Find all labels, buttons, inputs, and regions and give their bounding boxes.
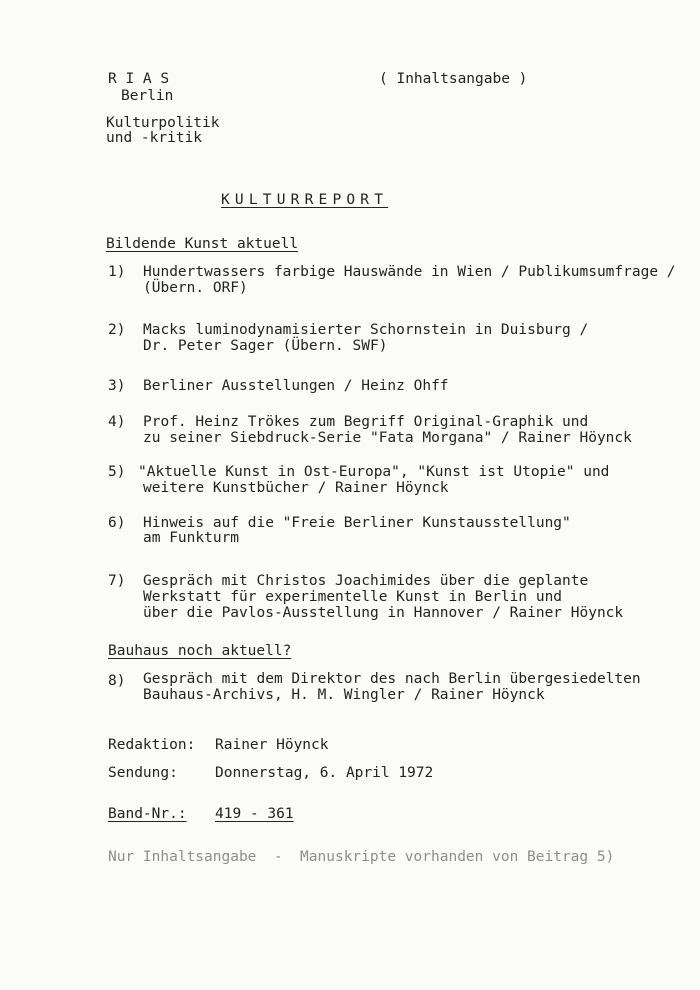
item-line: Hundertwassers farbige Hauswände in Wien / Publikumsumfrage / [143,264,676,280]
item-line: über die Pavlos-Ausstellung in Hannover / Rainer Höynck [143,605,624,621]
department-line-2: und -kritik [106,130,203,146]
item-number: 2) [108,322,126,338]
org-name: R I A S [108,71,170,87]
item-number: 8) [108,673,126,689]
sendung-label: Sendung: [108,765,178,781]
redaktion-value: Rainer Höynck [215,737,329,753]
item-line: Gespräch mit dem Direktor des nach Berlin übergesiedelten [143,671,641,687]
item-number: 4) [108,414,126,430]
item-number: 3) [108,378,126,394]
footer-note: Nur Inhaltsangabe - Manuskripte vorhanden von Beitrag 5) [108,849,615,865]
item-number: 1) [108,264,126,280]
item-line: Prof. Heinz Trökes zum Begriff Original-Graphik und [143,414,589,430]
document-title: KULTURREPORT [221,192,389,208]
department-line-1: Kulturpolitik [106,115,220,131]
section-heading: Bauhaus noch aktuell? [108,643,292,659]
item-number: 6) [108,515,126,531]
item-line: Macks luminodynamisierter Schornstein in Duisburg / [143,322,589,338]
item-line: weitere Kunstbücher / Rainer Höynck [143,480,449,496]
item-number: 5) [108,464,126,480]
band-value: 419 - 361 [215,806,294,822]
item-line: Gespräch mit Christos Joachimides über die geplante [143,573,589,589]
item-line: am Funkturm [143,530,240,546]
item-line: Dr. Peter Sager (Übern. SWF) [143,338,388,354]
item-line: Werkstatt für experimentelle Kunst in Berlin und [143,589,563,605]
item-line: zu seiner Siebdruck-Serie "Fata Morgana" / Rainer Höynck [143,430,632,446]
item-line: (Übern. ORF) [143,280,248,296]
section-heading: Bildende Kunst aktuell [106,236,299,252]
item-line: Hinweis auf die "Freie Berliner Kunstausstellung" [143,515,571,531]
redaktion-label: Redaktion: [108,737,196,753]
item-line: Berliner Ausstellungen / Heinz Ohff [143,378,449,394]
content-note: ( Inhaltsangabe ) [379,71,528,87]
sendung-value: Donnerstag, 6. April 1972 [215,765,434,781]
band-label: Band-Nr.: [108,806,187,822]
item-number: 7) [108,573,126,589]
item-line: "Aktuelle Kunst in Ost-Europa", "Kunst ist Utopie" und [138,464,610,480]
item-line: Bauhaus-Archivs, H. M. Wingler / Rainer Höynck [143,687,545,703]
city-name: Berlin [121,88,174,104]
